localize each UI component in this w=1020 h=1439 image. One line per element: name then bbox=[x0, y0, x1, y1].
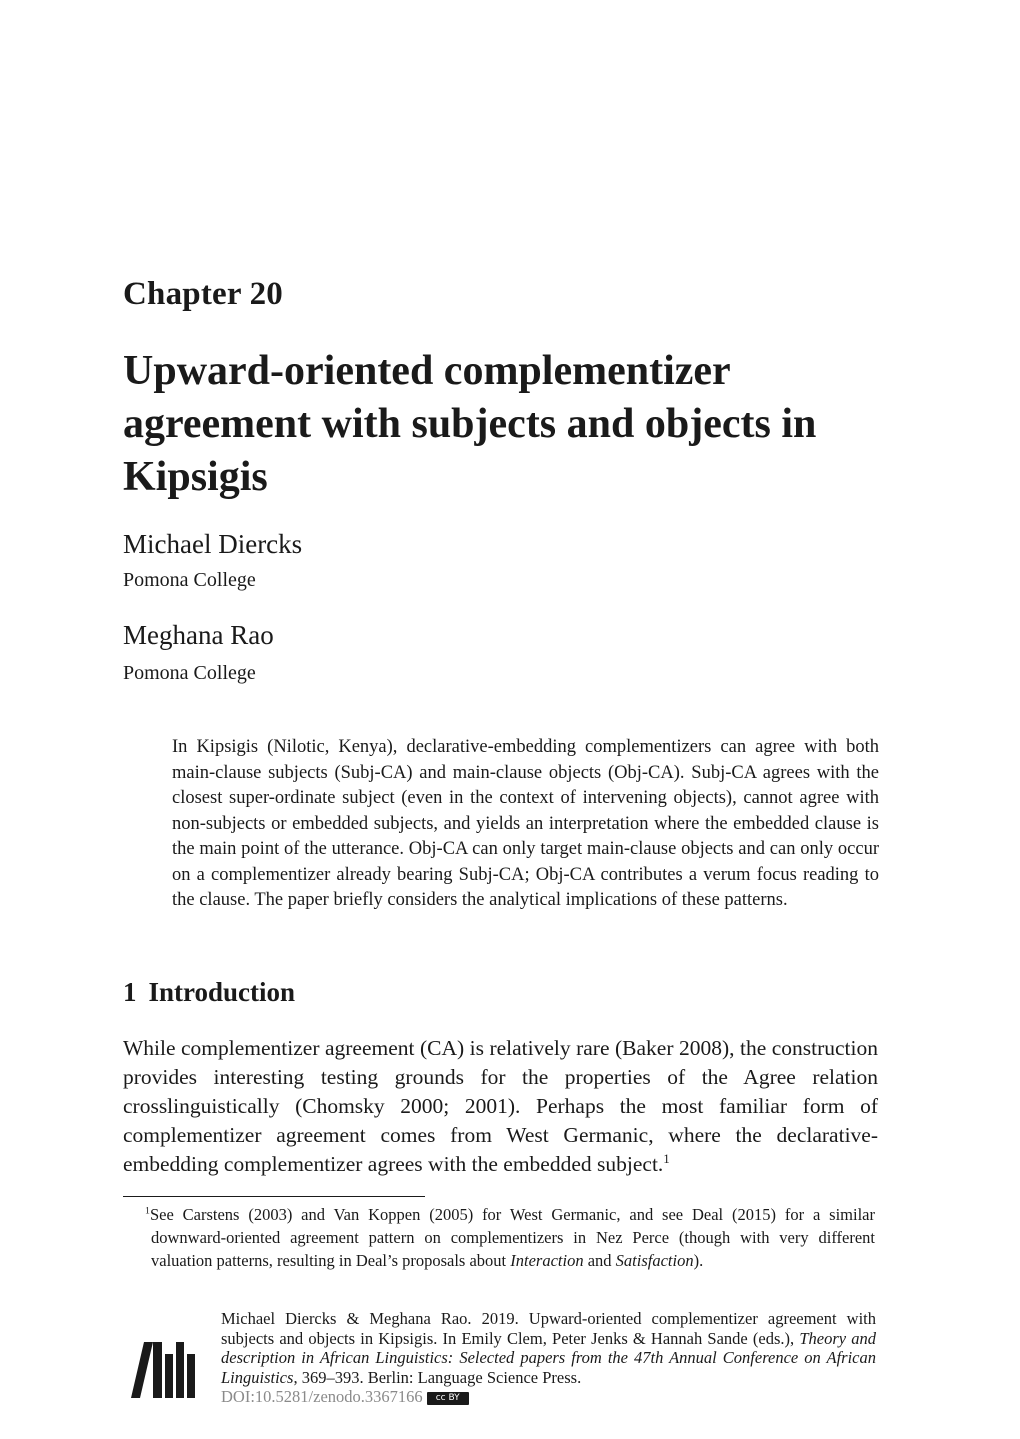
footnote-term: Satisfaction bbox=[615, 1251, 694, 1270]
citation-block bbox=[221, 1309, 876, 1407]
citation-text: Michael Diercks & Meghana Rao. 2019. Upward-oriented complementizer agreement with subjects and objects in Kipsigis. In Emily Clem, Peter Jenks & Hannah Sande (eds.), bbox=[221, 1309, 876, 1348]
section-heading bbox=[123, 977, 295, 1008]
author-affiliation: Pomona College bbox=[123, 662, 256, 684]
citation-text: , 369–393. Berlin: Language Science Press. bbox=[293, 1367, 582, 1387]
book-title: Theory and description in African Linguistics: Selected papers from the 47th Annual Conference on African Linguistics bbox=[221, 1328, 876, 1387]
chapter-title: Upward-oriented complementizer agreement with subjects and objects in Kipsigis bbox=[123, 348, 817, 500]
cc-by-license-icon[interactable]: cc BY bbox=[427, 1392, 469, 1405]
abstract: In Kipsigis (Nilotic, Kenya), declarative-embedding complementizers can agree with both main-clause subjects (Subj-CA) and main-clause objects (Obj-CA). Subj-CA agrees with the closest super-ordinate subject (even in the context of intervening objects), cannot agree with non-subjects or embedded subjects, and yields an interpretation where the embedded clause is the main point of the utterance. Obj-CA can only target main-clause objects and can only occur on a complementizer already bearing Subj-CA; Obj-CA contributes a verum focus reading to the clause. The paper briefly considers the analytical implications of these patterns. bbox=[172, 737, 879, 910]
chapter-label: Chapter 20 bbox=[123, 276, 283, 312]
footnote-term: Interaction bbox=[510, 1251, 584, 1270]
author-name: Michael Diercks bbox=[123, 529, 303, 559]
language-science-press-logo-icon bbox=[131, 1342, 195, 1398]
paragraph-text: While complementizer agreement (CA) is relatively rare (Baker 2008), the construction provides interesting testing grounds for the properties of the Agree relation crosslinguistically (Chomsky 2000; 2001). Perhaps the most familiar form of complementizer agreement comes from West Germanic, where the declarative-embedding complementizer agrees with the embedded subject. bbox=[123, 1036, 878, 1176]
footnote-text: and bbox=[583, 1251, 616, 1270]
footnote-text: ). bbox=[693, 1251, 704, 1270]
footnote-reference[interactable]: 1 bbox=[663, 1151, 670, 1166]
section-number: 1 bbox=[123, 977, 137, 1007]
footnote bbox=[123, 1203, 875, 1272]
author-name: Meghana Rao bbox=[123, 620, 274, 650]
footnote-divider bbox=[123, 1196, 425, 1197]
footnote-text: See Carstens (2003) and Van Koppen (2005) for West Germanic, and see Deal (2015) for a similar downward-oriented agreement pattern on complementizers in Nez Perce (though with very different valuation patterns, resulting in Deal’s proposals about bbox=[149, 1205, 875, 1270]
author-affiliation: Pomona College bbox=[123, 569, 256, 591]
doi-link[interactable]: DOI:10.5281/zenodo.3367166 bbox=[221, 1387, 423, 1406]
body-paragraph bbox=[123, 1034, 878, 1179]
section-title: Introduction bbox=[148, 977, 296, 1007]
footnote-marker: 1 bbox=[145, 1205, 150, 1217]
